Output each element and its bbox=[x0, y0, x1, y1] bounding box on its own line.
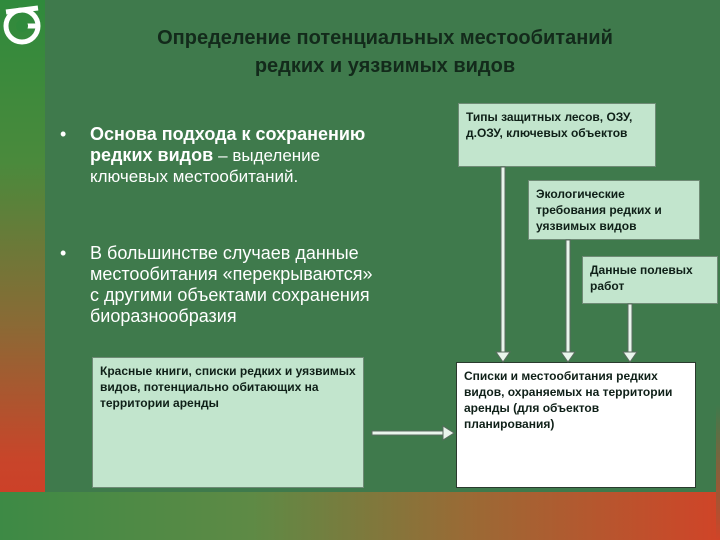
arrow-ecological-to-result bbox=[561, 240, 575, 362]
title-line-2: редких и уязвимых видов bbox=[254, 55, 516, 77]
bullet-approach-strong: Основа подхода к сохранению редких видов bbox=[90, 124, 366, 165]
result-box: Списки и местообитания редких видов, охраняемых на территории аренды (для объектов планирования) bbox=[456, 362, 696, 488]
red-books-box: Красные книги, списки редких и уязвимых видов, потенциально обитающих на территории аренды bbox=[92, 357, 364, 488]
ecological-requirements-box: Экологические требования редких и уязвимых видов bbox=[528, 180, 700, 240]
bullet-overlap-text: В большинстве случаев данные местообитания «перекрываются» с другими объектами сохранения биоразнообразия bbox=[90, 243, 373, 326]
arrow-redbooks-to-result bbox=[372, 426, 454, 440]
arrow-types-to-result bbox=[496, 167, 510, 362]
field-data-box: Данные полевых работ bbox=[582, 256, 718, 304]
arrow-field-to-result bbox=[623, 304, 637, 362]
bullet-approach-rest: – выделение ключевых местообитаний. bbox=[90, 146, 321, 186]
bullet-marker: • bbox=[60, 243, 67, 263]
forest-types-box: Типы защитных лесов, ОЗУ, д.ОЗУ, ключевых объектов bbox=[458, 103, 656, 167]
title-line-1: Определение потенциальных местообитаний bbox=[157, 27, 613, 49]
bullet-marker: • bbox=[60, 124, 67, 144]
